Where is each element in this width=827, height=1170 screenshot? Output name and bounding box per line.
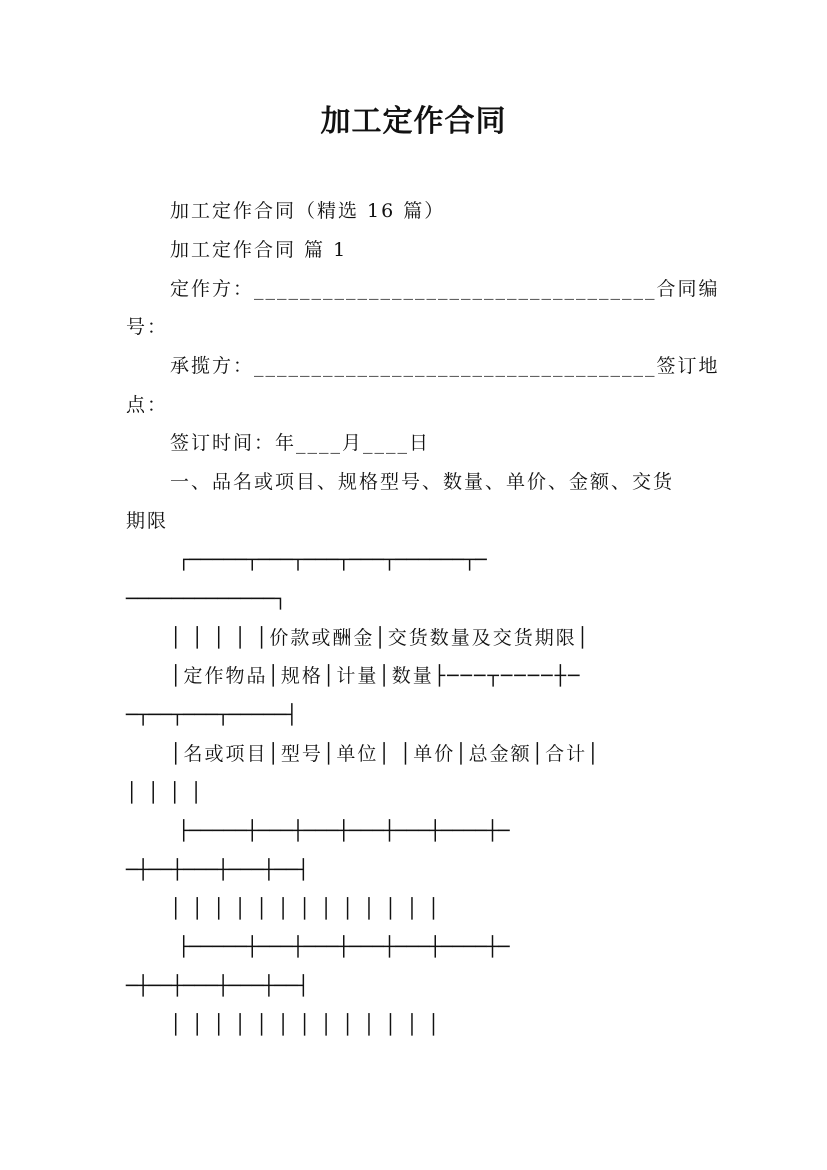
contractor-line-cont: 点： — [126, 394, 169, 416]
table-rule-mid-2: ├─────┼───┼───┼───┼───┼────┼─ — [178, 936, 510, 958]
sign-date-line: 签订时间：年____月____日 — [170, 432, 431, 454]
ordering-party-line: 定作方：___________________________________合同编 — [170, 278, 720, 300]
table-row-2: │ │ │ │ │ │ │ │ │ │ │ │ │ — [170, 1014, 442, 1036]
table-rule-mid-1: ├─────┼───┼───┼───┼───┼────┼─ — [178, 820, 510, 842]
ordering-party-line-cont: 号： — [126, 316, 169, 338]
clause-one-line-cont: 期限 — [126, 510, 169, 532]
table-header-row-3-cont: │ │ │ │ — [126, 782, 204, 804]
table-row-1: │ │ │ │ │ │ │ │ │ │ │ │ │ — [170, 898, 442, 920]
table-rule-mid-1-cont: ─┼──┼───┼───┼──┤ — [126, 859, 310, 881]
document-title: 加工定作合同 — [320, 104, 507, 139]
table-rule-top: ┌─────┬───┬───┬───┬──────┬─ — [178, 549, 487, 571]
clause-one-line: 一、品名或项目、规格型号、数量、单价、金额、交货 — [170, 471, 675, 493]
section-heading: 加工定作合同 篇 1 — [170, 239, 348, 261]
table-rule-top-cont: ─────────────┐ — [126, 588, 287, 610]
contractor-line: 承揽方：___________________________________签订地 — [170, 355, 720, 377]
table-header-row-3: │名或项目│型号│单位│ │单价│总金额│合计│ — [170, 743, 601, 765]
table-header-row-1: │ │ │ │ │价款或酬金│交货数量及交货期限│ — [170, 627, 591, 649]
document-subtitle: 加工定作合同（精选 16 篇） — [170, 200, 446, 222]
table-header-row-2: │定作物品│规格│计量│数量├───┬────┼─ — [170, 665, 582, 687]
table-header-row-2-cont: ─┬──┬───┬─────┤ — [126, 704, 298, 726]
table-rule-mid-2-cont: ─┼──┼───┼───┼──┤ — [126, 975, 310, 997]
